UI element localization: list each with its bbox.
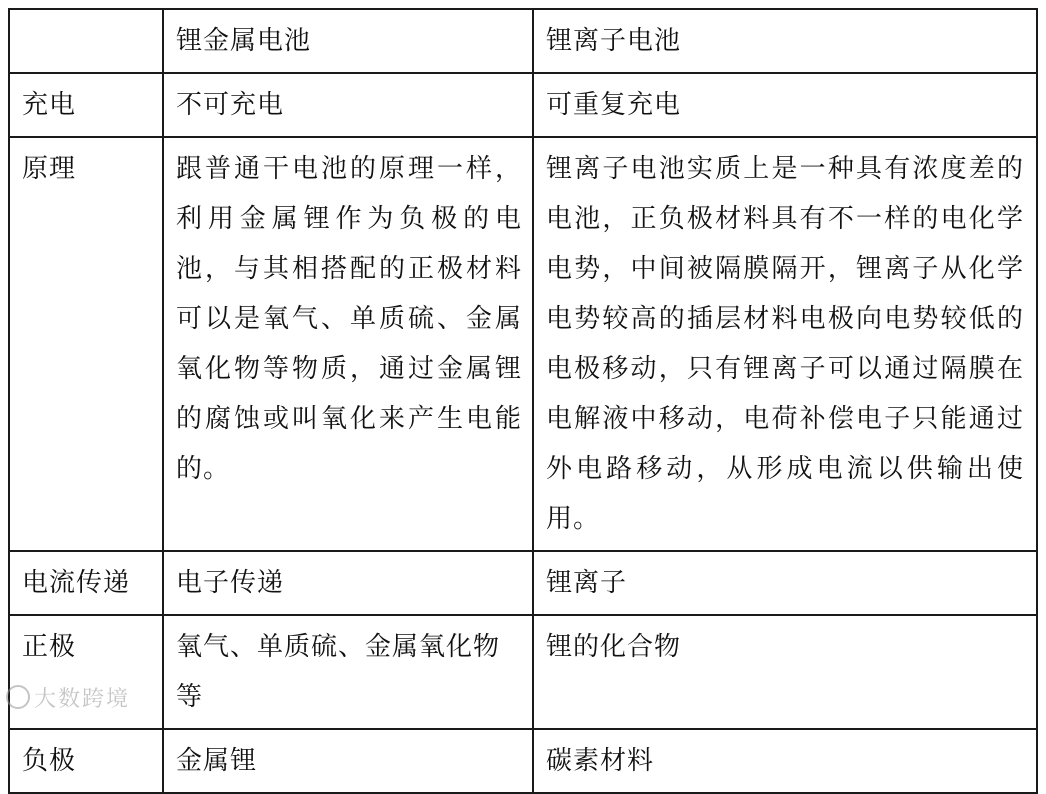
header-cell-lithium-ion: 锂离子电池: [533, 9, 1037, 73]
cell-lithium-ion: 碳素材料: [533, 729, 1037, 793]
table-row-principle: [9, 137, 1037, 551]
cell-lithium-ion: 锂的化合物: [533, 615, 1037, 729]
row-label: 充电: [9, 73, 163, 137]
table-row-current-transfer: [9, 551, 1037, 615]
comparison-table: [8, 8, 1038, 794]
cell-lithium-metal: 氧气、单质硫、金属氧化物等: [163, 615, 533, 729]
cell-lithium-ion: 锂离子电池实质上是一种具有浓度差的电池，正负极材料具有不一样的电化学电势，中间被隔膜隔开，锂离子从化学电势较高的插层材料电极向电势较低的电极移动，只有锂离子可以通过隔膜在电解液中移动，电荷补偿电子只能通过外电路移动，从形成电流以供输出使用。: [533, 137, 1037, 551]
row-label: 电流传递: [9, 551, 163, 615]
cell-lithium-metal: 跟普通干电池的原理一样，利用金属锂作为负极的电池，与其相搭配的正极材料可以是氧气、单质硫、金属氧化物等物质，通过金属锂的腐蚀或叫氧化来产生电能的。: [163, 137, 533, 551]
header-cell-empty: [9, 9, 163, 73]
cell-lithium-ion: 锂离子: [533, 551, 1037, 615]
table-row-charging: [9, 73, 1037, 137]
row-label: 原理: [9, 137, 163, 551]
cell-lithium-ion: 可重复充电: [533, 73, 1037, 137]
watermark-text: 大数跨境: [34, 686, 131, 712]
header-cell-lithium-metal: 锂金属电池: [163, 9, 533, 73]
table-header-row: [9, 9, 1037, 73]
row-label: 正极: [9, 615, 163, 729]
table-row-cathode: [9, 615, 1037, 729]
row-label: 负极: [9, 729, 163, 793]
cell-lithium-metal: 电子传递: [163, 551, 533, 615]
cell-lithium-metal: 不可充电: [163, 73, 533, 137]
cell-lithium-metal: 金属锂: [163, 729, 533, 793]
table-row-anode: [9, 729, 1037, 793]
